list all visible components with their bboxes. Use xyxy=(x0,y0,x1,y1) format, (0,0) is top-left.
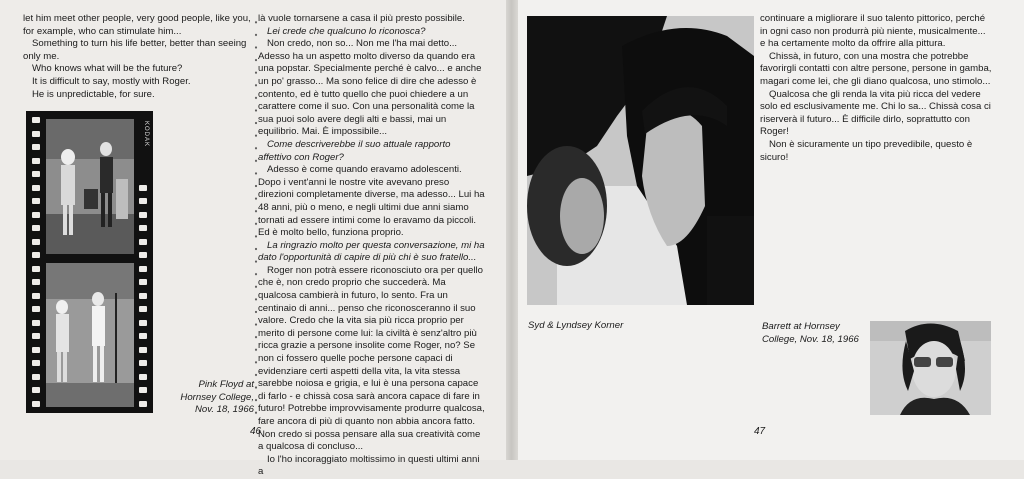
paragraph: He is unpredictable, for sure. xyxy=(32,88,155,100)
film-sprocket-hole xyxy=(32,387,40,393)
question-paragraph: Lei crede che qualcuno lo riconosca? xyxy=(267,25,426,37)
italian-text-column xyxy=(258,13,486,479)
film-sprocket-hole xyxy=(32,171,40,177)
paragraph: let him meet other people, very good people, like you, for example, who can stimulate him... xyxy=(23,13,251,37)
film-sprocket-hole xyxy=(32,333,40,339)
film-sprocket-hole xyxy=(32,252,40,258)
film-sprocket-hole xyxy=(139,279,147,285)
paragraph: Who knows what will be the future? xyxy=(32,63,183,75)
film-sprocket-hole xyxy=(32,266,40,272)
film-sprocket-hole xyxy=(32,131,40,137)
photo-caption-syd: Syd & Lyndsey Korner xyxy=(528,320,624,331)
film-sprocket-hole xyxy=(32,279,40,285)
film-sprocket-hole xyxy=(139,212,147,218)
film-sprocket-hole xyxy=(32,225,40,231)
paragraph: continuare a migliorare il suo talento pittorico, perché in ogni caso non produrrà più niente, musicalmente... e ha certamente molto da offrire alla pittura. xyxy=(760,13,986,50)
question-paragraph: Come descriverebbe il suo attuale rapporto affettivo con Roger? xyxy=(258,138,451,163)
film-sprocket-hole xyxy=(139,252,147,258)
film-frame-photo xyxy=(46,119,134,254)
film-sprocket-hole xyxy=(32,117,40,123)
film-sprocket-hole xyxy=(139,239,147,245)
film-sprocket-hole xyxy=(32,144,40,150)
film-sprocket-hole xyxy=(139,293,147,299)
film-sprocket-hole xyxy=(139,266,147,272)
film-sprocket-hole xyxy=(139,225,147,231)
question-paragraph: La ringrazio molto per questa conversazione, mi ha dato l'opportunità di capire di più chi è suo fratello... xyxy=(258,239,485,264)
film-sprocket-hole xyxy=(32,347,40,353)
paragraph: Adesso è come quando eravamo adolescenti. Dopo i vent'anni le nostre vite avevano preso direzioni completamente diverse, ma adesso... Lui ha 48 anni, più o meno, e negli ultimi due anni siamo tornati ad essere intimi come lo eravamo da piccoli. Ed è molto bello, funziona proprio. xyxy=(258,164,485,239)
film-sprocket-hole xyxy=(32,185,40,191)
film-sprocket-hole xyxy=(139,401,147,407)
paragraph: Non è sicuramente un tipo prevedibile, questo è sicuro! xyxy=(760,138,973,163)
paragraph: It is difficult to say, mostly with Roger. xyxy=(32,75,191,87)
paragraph: Qualcosa che gli renda la vita più ricca del vedere solo ed esclusivamente me. Chi lo sa... Chissà cosa ci riserverà il futuro... È difficile dirlo, soprattutto con Roger! xyxy=(760,88,991,138)
film-sprocket-hole xyxy=(32,198,40,204)
italian-text-column-right xyxy=(760,13,992,164)
film-brand-label: KODAK xyxy=(143,121,149,148)
film-sprocket-hole xyxy=(32,293,40,299)
film-sprocket-hole xyxy=(32,239,40,245)
english-text-column xyxy=(23,13,253,101)
film-frame-photo xyxy=(46,263,134,407)
paragraph: Something to turn his life better, better than seeing only me. xyxy=(23,38,247,62)
film-sprocket-hole xyxy=(139,306,147,312)
paragraph: Non credo, non so... Non me l'ha mai detto... Adesso ha un aspetto molto diverso da quando era una popstar. Specialmente perché è calvo... e anche un po' grasso... Ma sono felice di dire che adesso è contento, ed è tutto quello che puoi chiedere a un carattere come il suo. Con una personalità come la sua puoi solo avere degli alti e bassi, mai un equilibrio. Mai. È impossibile... xyxy=(258,38,482,138)
barrett-portrait-photo xyxy=(870,321,991,415)
film-sprocket-hole xyxy=(32,158,40,164)
film-sprocket-hole xyxy=(32,212,40,218)
film-sprocket-hole xyxy=(139,387,147,393)
page-number-right: 47 xyxy=(754,426,766,437)
film-caption: Pink Floyd at Hornsey College, Nov. 18, 1966 xyxy=(180,379,254,416)
film-sprocket-hole xyxy=(139,198,147,204)
film-sprocket-hole xyxy=(32,320,40,326)
paragraph: là vuole tornarsene a casa il più presto possibile. xyxy=(258,13,465,24)
film-strip xyxy=(26,111,153,413)
film-sprocket-hole xyxy=(32,401,40,407)
film-sprocket-hole xyxy=(139,360,147,366)
paragraph: Chissà, in futuro, con una mostra che potrebbe favorirgli contatti con altre persone, persone in gamba, magari come lei, che gli diano qualcosa, uno stimolo... xyxy=(760,50,992,87)
paragraph: Io l'ho incoraggiato moltissimo in questi ultimi anni a xyxy=(258,453,480,478)
film-sprocket-hole xyxy=(139,347,147,353)
photo-caption-barrett: Barrett at Hornsey College, Nov. 18, 1966 xyxy=(762,321,859,345)
page-number-left: 46 xyxy=(250,426,262,437)
film-sprocket-hole xyxy=(139,374,147,380)
book-gutter xyxy=(506,0,518,460)
syd-lyndsey-photo xyxy=(527,16,754,305)
film-sprocket-hole xyxy=(32,360,40,366)
film-sprocket-hole xyxy=(139,333,147,339)
film-sprocket-hole xyxy=(139,185,147,191)
film-sprocket-hole xyxy=(139,320,147,326)
film-sprocket-hole xyxy=(32,374,40,380)
paragraph: Roger non potrà essere riconosciuto ora per quello che è, non credo proprio che succederà. Ma qualcosa cambierà in futuro, lo sento. Fra un centinaio di anni... penso che riconosceranno il suo valore. Credo che la vita sia più ricca proprio per merito di persone come lui: la civiltà è senz'altro più ricca grazie a persone insolite come Roger, no? Se non ci fossero quelle poche persone capaci di evidenziare certi aspetti della vita, la vita stessa sarebbe noiosa e grigia, e lui è una persona capace di farlo - e chissà cosa sarà ancora capace di fare in futuro! Potrebbe improvvisamente produrre qualcosa, fare ancora di più di quanto non abbia ancora fatto. Non credo si possa pensare alla sua creatività come a qualcosa di concluso... xyxy=(258,264,485,453)
film-sprocket-hole xyxy=(32,306,40,312)
